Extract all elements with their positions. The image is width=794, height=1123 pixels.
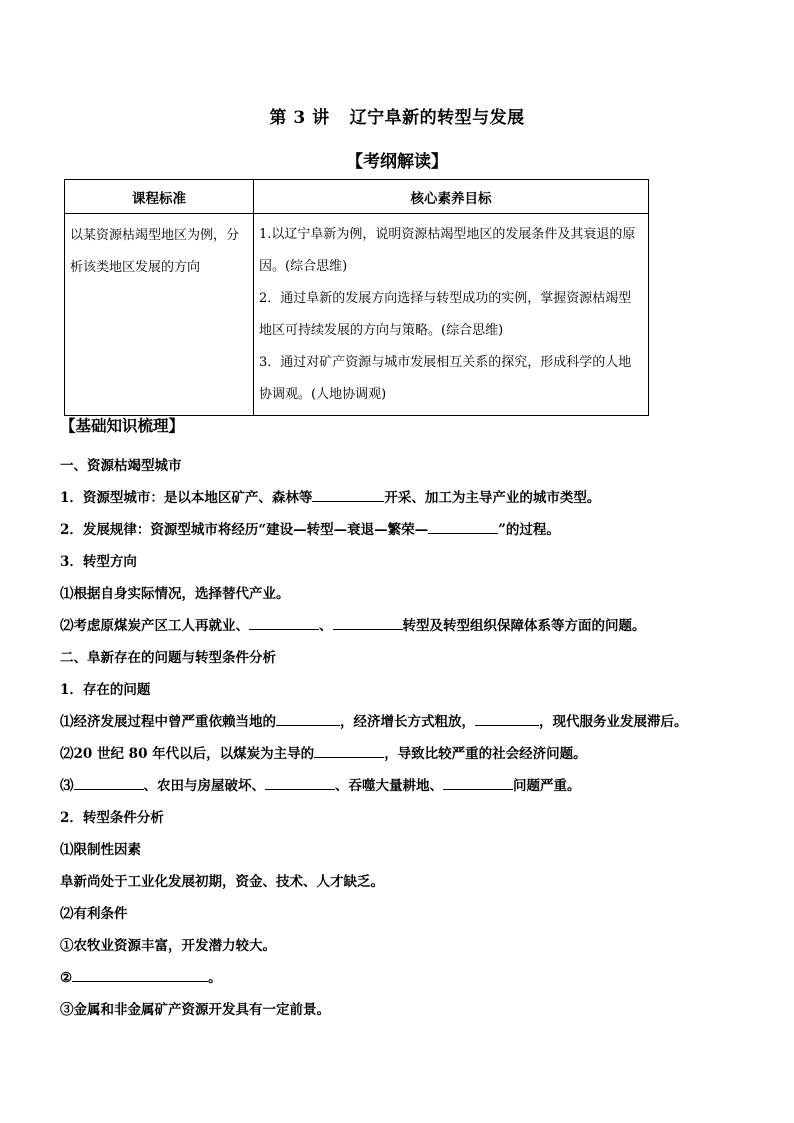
fill-blank xyxy=(475,711,539,726)
syllabus-heading: 【考纲解读】 xyxy=(346,152,448,172)
text-line: 1．存在的问题 xyxy=(60,682,151,698)
table-row xyxy=(65,214,649,416)
text-line: ⑵有利条件 xyxy=(60,906,128,922)
text-line: ①农牧业资源丰富，开发潜力较大。 xyxy=(60,938,276,954)
text-line: ⑶ 、农田与房屋破坏、 、吞噬大量耕地、 问题严重。 xyxy=(60,774,581,794)
text-line: 1．资源型城市：是以本地区矿产、森林等 开采、加工为主导产业的城市类型。 xyxy=(60,486,600,506)
core-literacy-cell xyxy=(254,214,649,416)
syllabus-table xyxy=(64,179,649,416)
fill-blank xyxy=(276,711,340,726)
text-line: 2．发展规律：资源型城市将经历“建设—转型—衰退—繁荣— ”的过程。 xyxy=(60,518,560,538)
fill-blank xyxy=(249,615,319,630)
text-line: ⑵考虑原煤炭产区工人再就业、 、 转型及转型组织保障体系等方面的问题。 xyxy=(60,614,646,634)
text-line: ⑵20 世纪 80 年代以后，以煤炭为主导的 ，导致比较严重的社会经济问题。 xyxy=(60,742,587,762)
fill-blank xyxy=(333,615,403,630)
text-line: 2．转型条件分析 xyxy=(60,810,164,826)
fill-blank xyxy=(265,775,335,790)
text-line: ⑴经济发展过程中曾严重依赖当地的 ，经济增长方式粗放， ，现代服务业发展滞后。 xyxy=(60,710,688,730)
goal-item: 1.以辽宁阜新为例，说明资源枯竭型地区的发展条件及其衰退的原因。(综合思维) xyxy=(259,227,636,274)
table-header-row xyxy=(65,180,649,214)
text-line: 阜新尚处于工业化发展初期，资金、技术、人才缺乏。 xyxy=(60,874,384,890)
fill-blank xyxy=(72,967,208,982)
text-line: ③金属和非金属矿产资源开发具有一定前景。 xyxy=(60,1002,330,1018)
lecture-number: 第 3 讲 xyxy=(269,108,330,128)
text-line: ⑴限制性因素 xyxy=(60,842,141,858)
curriculum-standard-cell: 以某资源枯竭型地区为例，分析该类地区发展的方向 xyxy=(65,214,254,416)
section-2-title: 二、阜新存在的问题与转型条件分析 xyxy=(60,650,276,666)
column-header: 核心素养目标 xyxy=(254,180,649,214)
text-line: ② 。 xyxy=(60,966,222,986)
fill-blank xyxy=(312,487,384,502)
lecture-topic: 辽宁阜新的转型与发展 xyxy=(349,108,525,128)
section-heading: 【基础知识梳理】 xyxy=(60,416,185,435)
page-title xyxy=(0,103,794,128)
goal-item: 2．通过阜新的发展方向选择与转型成功的实例，掌握资源枯竭型地区可持续发展的方向与策略。(综合思维) xyxy=(259,291,632,338)
section-1-title: 一、资源枯竭型城市 xyxy=(60,458,182,474)
text-line: ⑴根据自身实际情况，选择替代产业。 xyxy=(60,586,290,602)
goal-item: 3．通过对矿产资源与城市发展相互关系的探究，形成科学的人地协调观。(人地协调观) xyxy=(259,355,632,402)
fill-blank xyxy=(428,519,498,534)
column-header: 课程标准 xyxy=(65,180,254,214)
fill-blank xyxy=(314,743,384,758)
fill-blank xyxy=(443,775,513,790)
fill-blank xyxy=(74,775,144,790)
text-line: 3．转型方向 xyxy=(60,554,137,570)
